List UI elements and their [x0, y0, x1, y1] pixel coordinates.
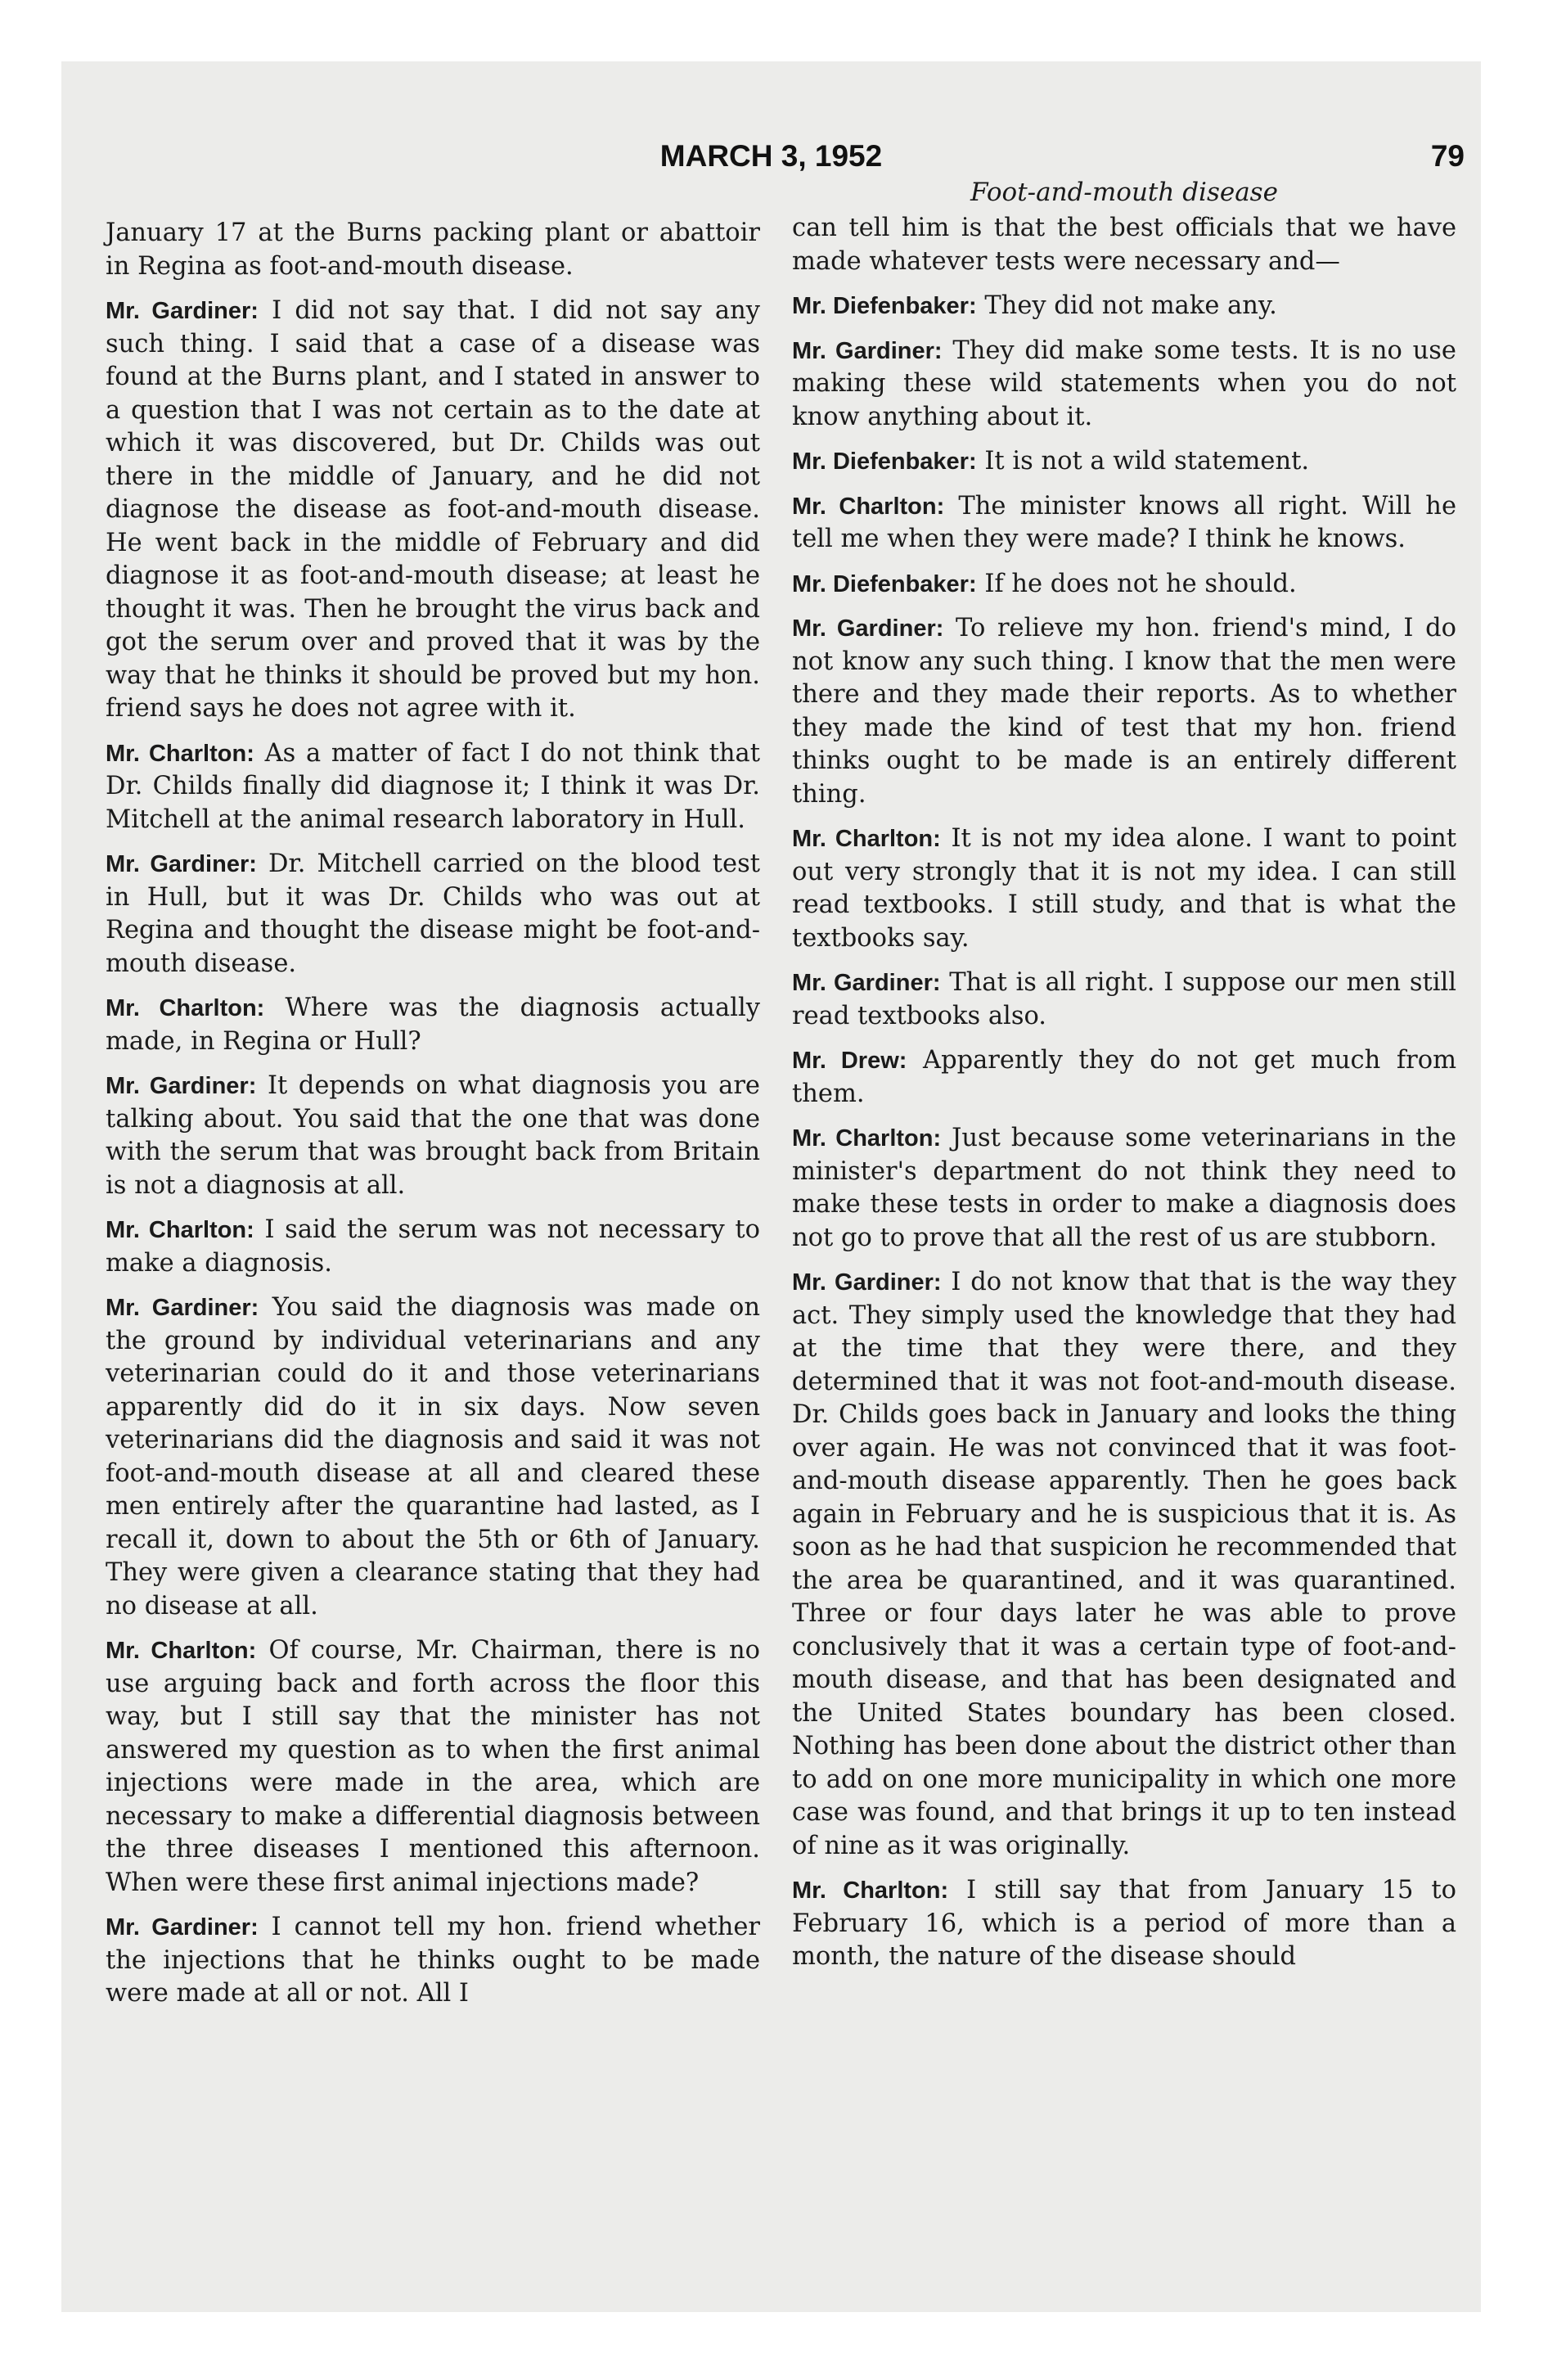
paragraph — [792, 1044, 1456, 1111]
paragraph — [792, 1122, 1456, 1255]
paragraph — [792, 490, 1456, 557]
speaker-name: Mr. Drew: — [792, 1048, 907, 1074]
paragraph — [106, 1070, 760, 1202]
speaker-name: Mr. Gardiner: — [106, 1914, 259, 1941]
paragraph — [106, 1911, 760, 2011]
paragraph-text: Dr. Mitchell carried on the blood test in Hull, but it was Dr. Childs who was out at Regina and thought the disease might be foot-and-mouth disease. — [106, 850, 760, 978]
speaker-name: Mr. Diefenbaker: — [792, 570, 977, 597]
paragraph-text: The minister knows all right. Will he tell me when they were made? I think he knows. — [792, 491, 1456, 553]
paragraph — [792, 1874, 1456, 1974]
speaker-name: Mr. Charlton: — [106, 995, 265, 1021]
paragraph-text: Of course, Mr. Chairman, there is no use arguing back and forth across the floor this way, but I still say that the minister has not answered my question as to when the first animal injections were made in the area, which are necessary to make a differential diagnosis between the three diseases I mentioned this afternoon. When were these first animal injections made? — [106, 1636, 760, 1897]
right-column — [792, 176, 1456, 1986]
paragraph-text: You said the diagnosis was made on the ground by individual veterinarians and any veterinarian could do it and those veterinarians apparently did do it in six days. Now seven veterinarians did the diagnosis and said it was not foot-and-mouth disease at all and cleared these men entirely after the quarantine had lasted, as I recall it, down to about the 5th or 6th of January. They were given a clearance stating that they had no disease at all. — [106, 1293, 760, 1620]
paragraph-text: That is all right. I suppose our men still read textbooks also. — [792, 968, 1456, 1030]
left-column — [106, 217, 760, 2022]
speaker-name: Mr. Charlton: — [106, 1217, 254, 1243]
paragraph — [106, 1634, 760, 1900]
speaker-name: Mr. Gardiner: — [792, 1269, 942, 1296]
speaker-name: Mr. Diefenbaker: — [792, 293, 977, 319]
paragraph — [792, 445, 1456, 479]
section-subject: Foot-and-mouth disease — [970, 178, 1278, 207]
paragraph-text: It is not a wild statement. — [984, 447, 1310, 476]
paragraph-text: They did make some tests. It is no use making these wild statements when you do not know anything about it. — [792, 336, 1456, 431]
paragraph — [792, 212, 1456, 278]
speaker-name: Mr. Charlton: — [106, 740, 254, 767]
paragraph — [792, 612, 1456, 811]
paragraph — [792, 290, 1456, 323]
paragraph-text: I did not say that. I did not say any such thing. I said that a case of a disease was found at the Burns plant, and I stated in answer to a question that I was not certain as to the date at which it was discovered, but Dr. Childs was out there in the middle of January, and he did not diagnose the disease as foot-and-mouth disease. He went back in the middle of February and did diagnose it as foot-and-mouth disease; at least he thought it was. Then he brought the virus back and got the serum over and proved that it was by the way that he thinks it should be proved but my hon. friend says he does not agree with it. — [106, 296, 760, 723]
paragraph — [106, 737, 760, 837]
page — [61, 61, 1481, 2312]
speaker-name: Mr. Gardiner: — [792, 337, 943, 364]
page-number: 79 — [1430, 139, 1465, 173]
speaker-name: Mr. Charlton: — [792, 493, 945, 520]
paragraph-text: Apparently they do not get much from them. — [792, 1046, 1457, 1108]
paragraph — [792, 568, 1456, 602]
paragraph-text: To relieve my hon. friend's mind, I do not know any such thing. I know that the men were there and they made their reports. As to whether they made the kind of test that my hon. friend thinks ought to be made is an entirely different thing. — [792, 614, 1456, 809]
paragraph-text: can tell him is that the best officials that we have made whatever tests were necessary and— — [792, 214, 1456, 276]
speaker-name: Mr. Gardiner: — [106, 1295, 259, 1321]
page-header — [61, 139, 1481, 180]
paragraph-text: Where was the diagnosis actually made, in Regina or Hull? — [106, 994, 760, 1056]
paragraph-text: I cannot tell my hon. friend whether the injections that he thinks ought to be made were made at all or not. All I — [106, 1913, 760, 2008]
header-date: MARCH 3, 1952 — [659, 139, 883, 173]
speaker-name: Mr. Gardiner: — [106, 1073, 257, 1099]
paragraph — [792, 823, 1456, 955]
paragraph-text: I still say that from January 15 to February 16, which is a period of more than a month, the nature of the disease should — [792, 1876, 1456, 1971]
paragraph — [792, 335, 1456, 435]
paragraph — [106, 217, 760, 283]
paragraph-text: It is not my idea alone. I want to point out very strongly that it is not my idea. I can still read textbooks. I still study, and that is what the textbooks say. — [792, 824, 1456, 953]
paragraph-text: If he does not he should. — [984, 569, 1297, 598]
speaker-name: Mr. Charlton: — [792, 1877, 949, 1904]
speaker-name: Mr. Charlton: — [792, 1125, 942, 1152]
paragraph — [106, 1214, 760, 1280]
speaker-name: Mr. Charlton: — [106, 1638, 257, 1664]
paragraph-text: As a matter of fact I do not think that Dr. Childs finally did diagnose it; I think it was Dr. Mitchell at the animal research laboratory in Hull. — [106, 738, 760, 834]
speaker-name: Mr. Gardiner: — [106, 298, 259, 324]
paragraph — [106, 848, 760, 980]
paragraph-text: January 17 at the Burns packing plant or abattoir in Regina as foot-and-mouth disease. — [106, 219, 760, 281]
paragraph-text: They did not make any. — [984, 291, 1277, 320]
paragraph — [792, 1266, 1456, 1863]
speaker-name: Mr. Gardiner: — [106, 851, 257, 877]
paragraph-text: I said the serum was not necessary to make a diagnosis. — [106, 1215, 760, 1278]
speaker-name: Mr. Diefenbaker: — [792, 449, 977, 475]
paragraph-text: I do not know that that is the way they act. They simply used the knowledge that they had at the time that they were there, and they determined that it was not foot-and-mouth disease. Dr. Childs goes back in January and looks the thing over again. He was not convinced that it was foot-and-mouth disease apparently. Then he goes back again in February and he is suspicious that it is. As soon as he had that suspicion he recommended that the area be quarantined, and it was quarantined. Three or four days later he was able to prove conclusively that it was a certain type of foot-and-mouth disease, and that has been designated and the United States boundary has been closed. Nothing has been done about the district other than to add on one more municipality in which one more case was found, and that brings it up to ten instead of nine as it was originally. — [792, 1268, 1456, 1860]
paragraph — [792, 967, 1456, 1033]
paragraph — [106, 1291, 760, 1623]
speaker-name: Mr. Gardiner: — [792, 970, 941, 996]
speaker-name: Mr. Charlton: — [792, 826, 941, 852]
speaker-name: Mr. Gardiner: — [792, 615, 944, 642]
paragraph-text: It depends on what diagnosis you are talking about. You said that the one that was done with the serum that was brought back from Britain is not a diagnosis at all. — [106, 1071, 760, 1200]
paragraph-text: Just because some veterinarians in the minister's department do not think they need to make these tests in order to make a diagnosis does not go to prove that all the rest of us are stubborn. — [792, 1124, 1456, 1252]
paragraph — [106, 295, 760, 726]
paragraph — [106, 992, 760, 1058]
